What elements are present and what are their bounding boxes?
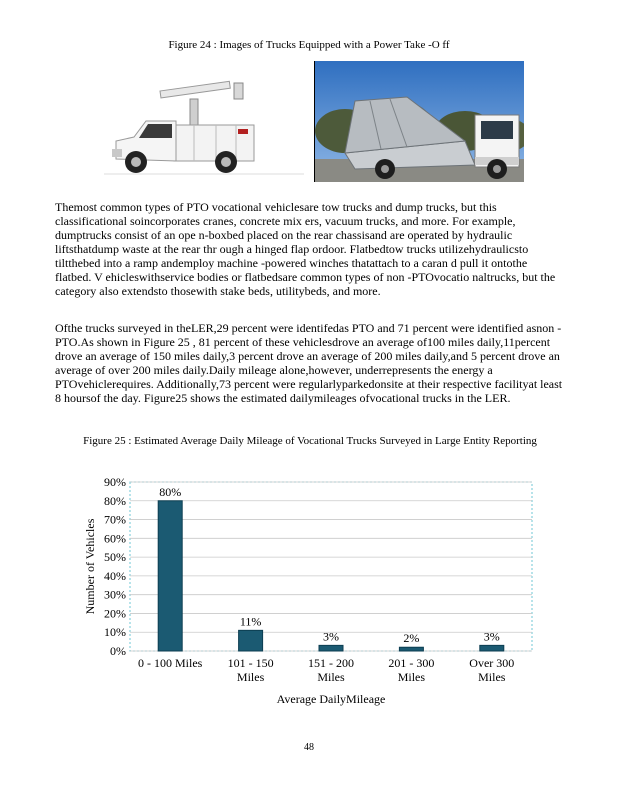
body-paragraph-pto-types: Themost common types of PTO vocational vehiclesare tow trucks and dump trucks, but this classificational soincorporates cranes, concrete mix ers, vacuum trucks, and more. For example, dumptrucks consist of an ope n-boxbed placed on the rear chassisand are operated by hydraulic liftsthatdump waste at the rear thr ough a hinged flap ordoor. Flatbedtow trucks utilizehydraulicsto tiltthebed into a ramp andemploy machine -powered winches thatattach to a caran d pull it ontothe flatbed. V ehicleswithservice bodies or flatbedsare common types of non -PTOvocatio naltrucks, but the category also extendsto thosewith stake beds, utilitybeds, and more.: [55, 200, 556, 298]
data-label: 80%: [159, 484, 182, 499]
y-tick-label: 50%: [104, 550, 126, 565]
x-axis-title: Average DailyMileage: [276, 692, 386, 706]
bar: [319, 645, 343, 651]
y-tick-label: 10%: [104, 625, 126, 640]
x-tick-label: Miles: [317, 670, 345, 684]
x-tick-label: 151 - 200: [308, 656, 354, 670]
bar: [239, 630, 263, 651]
figure-24-caption: Figure 24 : Images of Trucks Equipped with a Power Take -O ff: [168, 39, 450, 51]
x-tick-label: Miles: [236, 670, 265, 684]
x-tick-label: Miles: [478, 670, 506, 684]
bar: [480, 645, 504, 651]
figure-25-caption: Figure 25 : Estimated Average Daily Mileage of Vocational Trucks Surveyed in Large Entity Reporting: [83, 435, 537, 447]
y-tick-label: 20%: [104, 606, 126, 621]
daily-mileage-chart-svg: [70, 468, 550, 718]
x-tick-label: Miles: [397, 670, 426, 684]
x-tick-label: 101 - 150: [227, 656, 274, 670]
y-tick-label: 60%: [104, 531, 126, 546]
data-label: 3%: [323, 629, 339, 644]
bucket-truck-photo: [94, 61, 314, 182]
plot-area-frame: [130, 482, 532, 651]
y-tick-label: 90%: [104, 475, 126, 489]
dump-truck-photo: [315, 61, 524, 182]
bar: [399, 647, 423, 651]
x-tick-label: Over 300: [469, 656, 515, 670]
y-tick-label: 0%: [110, 644, 126, 658]
page-number: 48: [304, 742, 314, 753]
y-axis-title: Number of Vehicles: [83, 518, 97, 615]
figure-24-images: [94, 61, 524, 182]
data-label: 2%: [403, 631, 420, 646]
x-tick-label: 0 - 100 Miles: [138, 656, 203, 670]
body-paragraph-survey-results: Ofthe trucks surveyed in theLER,29 percent were identifedas PTO and 71 percent were identified asnon -PTO.As shown in Figure 25 , 81 percent of these vehiclesdrove an average of100 miles daily,11percent drove an average of 150 miles daily,3 percent drove an average of 200 miles daily,and 5 percent drove an average of over 200 miles daily.Daily mileage alone,however, underrepresents the energy a PTOvehiclerequires. Additionally,73 percent were regularlyparkedonsite at their respective facilityat least 8 hoursof the day. Figure25 shows the estimated dailymileages ofvocational trucks in the LER.: [55, 321, 563, 405]
y-tick-label: 70%: [104, 512, 126, 527]
x-tick-label: 201 - 300: [388, 656, 435, 670]
daily-mileage-chart: [70, 468, 550, 718]
data-label: 3%: [483, 629, 500, 644]
y-tick-label: 30%: [104, 587, 126, 602]
data-label: 11%: [239, 614, 262, 629]
y-tick-label: 40%: [104, 568, 126, 583]
y-tick-label: 80%: [104, 493, 126, 508]
bar: [158, 501, 182, 651]
